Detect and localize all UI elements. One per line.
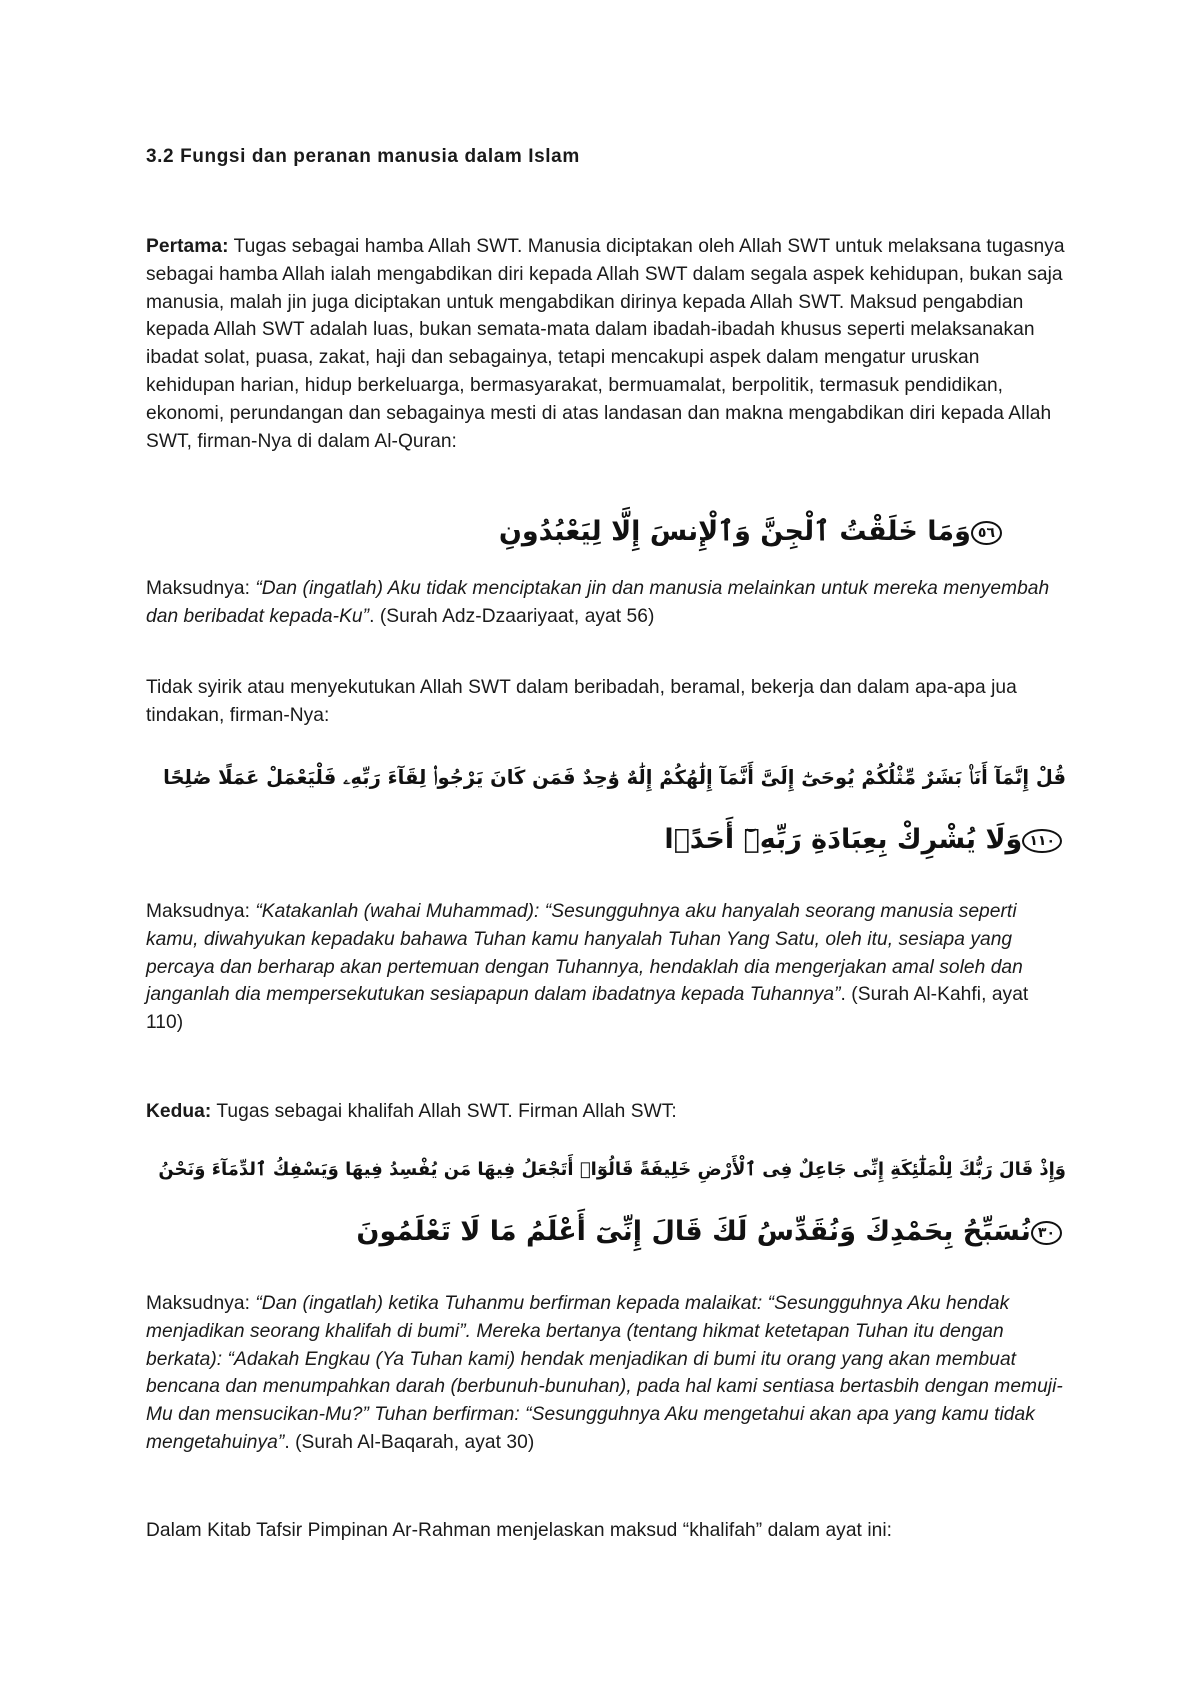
arabic-verse-al-baqarah-line1: وَإِذْ قَالَ رَبُّكَ لِلْمَلَٰٓئِكَةِ إِنِّى جَاعِلٌ فِى ٱلْأَرْضِ خَلِيفَةً قَالُوٓا۟ أَتَجْعَلُ فِيهَا مَن يُفْسِدُ فِيهَا وَيَسْفِكُ ٱلدِّمَآءَ وَنَحْنُ: [158, 1159, 1066, 1180]
verse-al-kahfi-line2-text: وَلَا يُشْرِكْ بِعِبَادَةِ رَبِّهِۦٓ أَحَدًۢا: [664, 824, 1023, 855]
label-pertama: Pertama:: [146, 236, 229, 257]
surah-reference: . (Surah Al-Baqarah, ayat 30): [284, 1431, 535, 1453]
meaning-adz-dzaariyaat: [146, 575, 1066, 631]
meaning-quote: “Dan (ingatlah) Aku tidak menciptakan jin dan manusia melainkan untuk mereka menyembah dan beribadat kepada-Ku”: [146, 578, 1050, 627]
kedua-text: Tugas sebagai khalifah Allah SWT. Firman Allah SWT:: [211, 1101, 677, 1122]
arabic-verse-al-kahfi-line2: [664, 808, 1066, 872]
section-heading: 3.2 Fungsi dan peranan manusia dalam Islam: [146, 146, 580, 167]
paragraph-pertama: [146, 233, 1066, 455]
meaning-label: Maksudnya:: [146, 901, 256, 922]
paragraph-kedua: [146, 1098, 1066, 1126]
meaning-label: Maksudnya:: [146, 1293, 256, 1314]
paragraph-tafsir: Dalam Kitab Tafsir Pimpinan Ar-Rahman menjelaskan maksud “khalifah” dalam ayat ini:: [146, 1520, 893, 1541]
meaning-label: Maksudnya:: [146, 578, 256, 599]
verse-al-baqarah-line2-text: نُسَبِّحُ بِحَمْدِكَ وَنُقَدِّسُ لَكَ قَالَ إِنِّىٓ أَعْلَمُ مَا لَا تَعْلَمُونَ: [356, 1216, 1031, 1247]
meaning-al-kahfi: [146, 898, 1066, 1037]
arabic-verse-adz-dzaariyaat: [499, 500, 1006, 564]
arabic-verse-al-baqarah-line2: [356, 1200, 1066, 1264]
meaning-quote: “Dan (ingatlah) ketika Tuhanmu berfirman kepada malaikat: “Sesungguhnya Aku hendak menjadikan seorang khalifah di bumi”. Mereka bertanya (tentang hikmat ketetapan Tuhan itu dengan berkata): “Adakah Engkau (Ya Tuhan kami) hendak menjadikan di bumi itu orang yang akan membuat bencana dan menumpahkan darah (berbunuh-bunuhan), pada hal kami sentiasa bertasbih dengan memuji-Mu dan mensucikan-Mu?” Tuhan berfirman: “Sesungguhnya Aku mengetahui akan apa yang kamu tidak mengetahuinya”: [146, 1293, 1063, 1453]
verse-adz-dzaariyaat-text: وَمَا خَلَقْتُ ٱلْجِنَّ وَٱلْإِنسَ إِلَّا لِيَعْبُدُونِ: [498, 516, 971, 547]
surah-reference: . (Surah Al-Kahfi, ayat 110): [146, 984, 1029, 1034]
label-kedua: Kedua:: [146, 1101, 212, 1122]
ayah-number-110: ١١٠: [1022, 829, 1062, 853]
meaning-quote: “Katakanlah (wahai Muhammad): “Sesungguhnya aku hanyalah seorang manusia seperti kamu, diwahyukan kepadaku bahawa Tuhan kamu hanyalah Tuhan Yang Satu, oleh itu, sesiapa yang percaya dan berharap akan pertemuan dengan Tuhannya, hendaklah dia mengerjakan amal soleh dan janganlah dia mempersekutukan sesiapapun dalam ibadatnya kepada Tuhannya”: [146, 901, 1023, 1006]
paragraph-tidak-syirik: Tidak syirik atau menyekutukan Allah SWT dalam beribadah, beramal, bekerja dan dalam apa-apa jua tindakan, firman-Nya:: [146, 677, 1017, 726]
surah-reference: . (Surah Adz-Dzaariyaat, ayat 56): [369, 605, 655, 627]
ayah-number-30: ٣٠: [1031, 1221, 1062, 1245]
meaning-al-baqarah: [146, 1290, 1066, 1457]
pertama-text: Tugas sebagai hamba Allah SWT. Manusia diciptakan oleh Allah SWT untuk melaksana tugasnya sebagai hamba Allah ialah mengabdikan diri kepada Allah SWT dalam segala aspek kehidupan, bukan saja manusia, malah jin juga diciptakan untuk mengabdikan dirinya kepada Allah SWT. Maksud pengabdian kepada Allah SWT adalah luas, bukan semata-mata dalam ibadah-ibadah khusus seperti melaksanakan ibadat solat, puasa, zakat, haji dan sebagainya, tetapi mencakupi aspek dalam mengatur uruskan kehidupan harian, hidup berkeluarga, bermasyarakat, bermuamalat, berpolitik, termasuk pendidikan, ekonomi, perundangan dan sebagainya mesti di atas landasan dan makna mengabdikan diri kepada Allah SWT, firman-Nya di dalam Al-Quran:: [146, 236, 1065, 452]
ayah-number-56: ٥٦: [971, 521, 1002, 545]
arabic-verse-al-kahfi-line1: قُلْ إِنَّمَآ أَنَا۠ بَشَرٌ مِّثْلُكُمْ يُوحَىٰٓ إِلَىَّ أَنَّمَآ إِلَٰهُكُمْ إِلَٰهٌ وَٰحِدٌ فَمَن كَانَ يَرْجُوا۟ لِقَآءَ رَبِّهِۦ فَلْيَعْمَلْ عَمَلًا صَٰلِحًا: [163, 766, 1066, 789]
